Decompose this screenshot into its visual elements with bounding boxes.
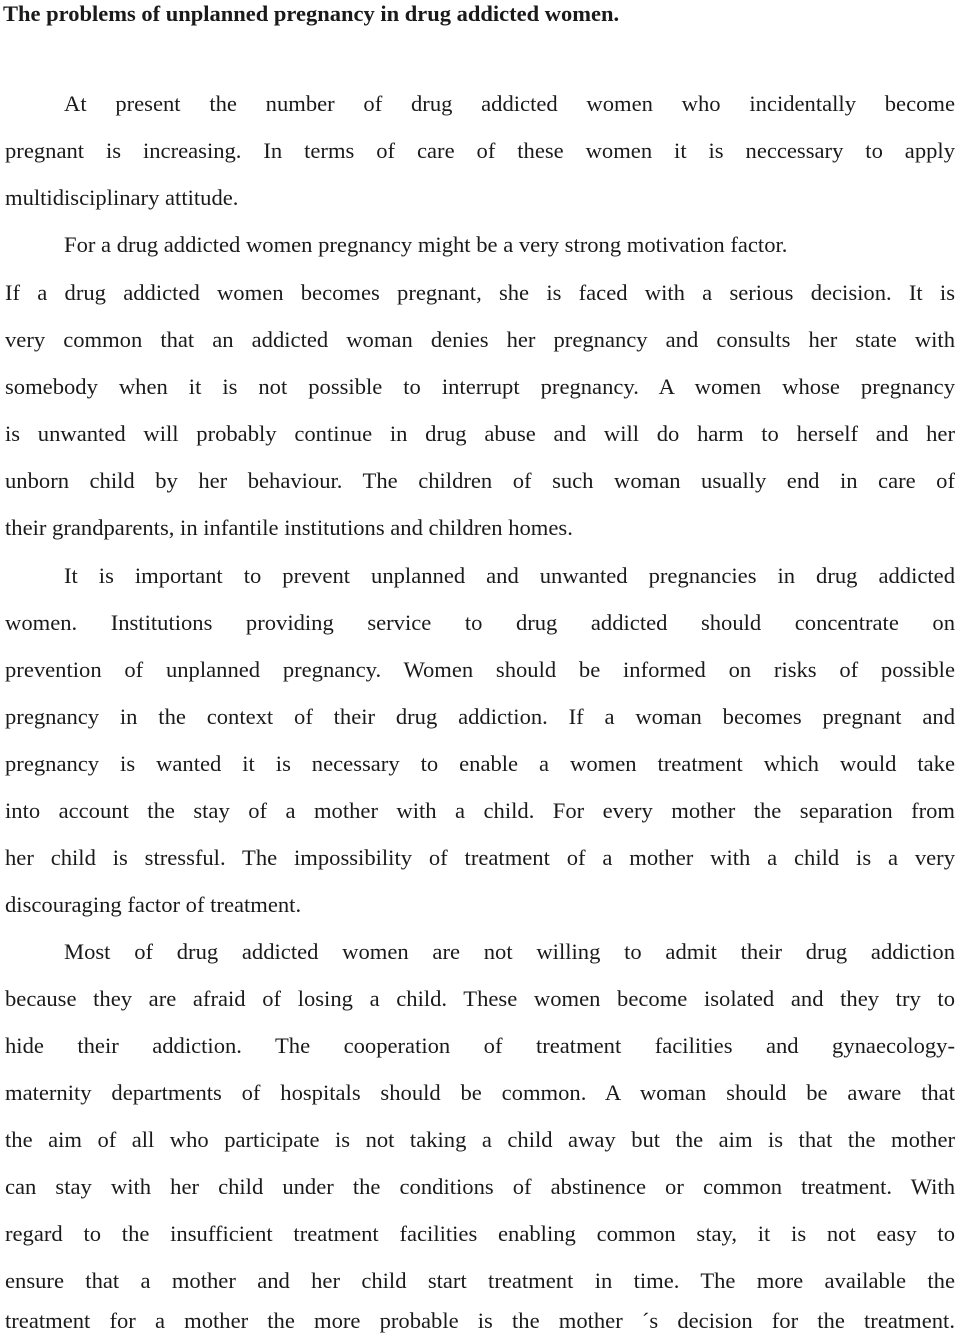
- text-line: pregnancy is wanted it is necessary to enable a women treatment which would take: [5, 751, 955, 776]
- text-line: pregnant is increasing. In terms of care of these women it is neccessary to apply: [5, 138, 955, 163]
- text-line: is unwanted will probably continue in drug abuse and will do harm to herself and her: [5, 421, 955, 446]
- text-line: multidisciplinary attitude.: [5, 185, 239, 210]
- text-line: Most of drug addicted women are not willing to admit their drug addiction: [64, 939, 955, 964]
- text-line: women. Institutions providing service to drug addicted should concentrate on: [5, 610, 955, 635]
- text-line: prevention of unplanned pregnancy. Women should be informed on risks of possible: [5, 657, 955, 682]
- text-line: their grandparents, in infantile institutions and children homes.: [5, 515, 573, 540]
- text-line: regard to the insufficient treatment facilities enabling common stay, it is not easy to: [5, 1221, 955, 1246]
- text-line: into account the stay of a mother with a child. For every mother the separation from: [5, 798, 955, 823]
- text-line: maternity departments of hospitals should be common. A woman should be aware that: [5, 1080, 955, 1105]
- document-title: The problems of unplanned pregnancy in drug addicted women.: [3, 1, 620, 26]
- text-line: can stay with her child under the conditions of abstinence or common treatment. With: [5, 1174, 955, 1199]
- text-line: pregnancy in the context of their drug addiction. If a woman becomes pregnant and: [5, 704, 955, 729]
- text-line: unborn child by her behaviour. The children of such woman usually end in care of: [5, 468, 955, 493]
- text-line: the aim of all who participate is not taking a child away but the aim is that the mother: [5, 1127, 955, 1152]
- text-line: discouraging factor of treatment.: [5, 892, 302, 917]
- text-line: At present the number of drug addicted women who incidentally become: [64, 91, 955, 116]
- text-line: ensure that a mother and her child start treatment in time. The more available the: [5, 1268, 955, 1293]
- text-line: It is important to prevent unplanned and unwanted pregnancies in drug addicted: [64, 563, 955, 588]
- text-line: somebody when it is not possible to interrupt pregnancy. A women whose pregnancy: [5, 374, 955, 399]
- text-line: treatment for a mother the more probable is the mother ´s decision for the treatment.: [5, 1308, 955, 1333]
- text-line: If a drug addicted women becomes pregnant, she is faced with a serious decision. It is: [5, 280, 955, 305]
- text-line: For a drug addicted women pregnancy might be a very strong motivation factor.: [64, 232, 788, 257]
- text-line: very common that an addicted woman denies her pregnancy and consults her state with: [5, 327, 955, 352]
- text-line: hide their addiction. The cooperation of treatment facilities and gynaecology-: [5, 1033, 955, 1058]
- text-line: because they are afraid of losing a child. These women become isolated and they try to: [5, 986, 955, 1011]
- text-line: her child is stressful. The impossibility of treatment of a mother with a child is a very: [5, 845, 955, 870]
